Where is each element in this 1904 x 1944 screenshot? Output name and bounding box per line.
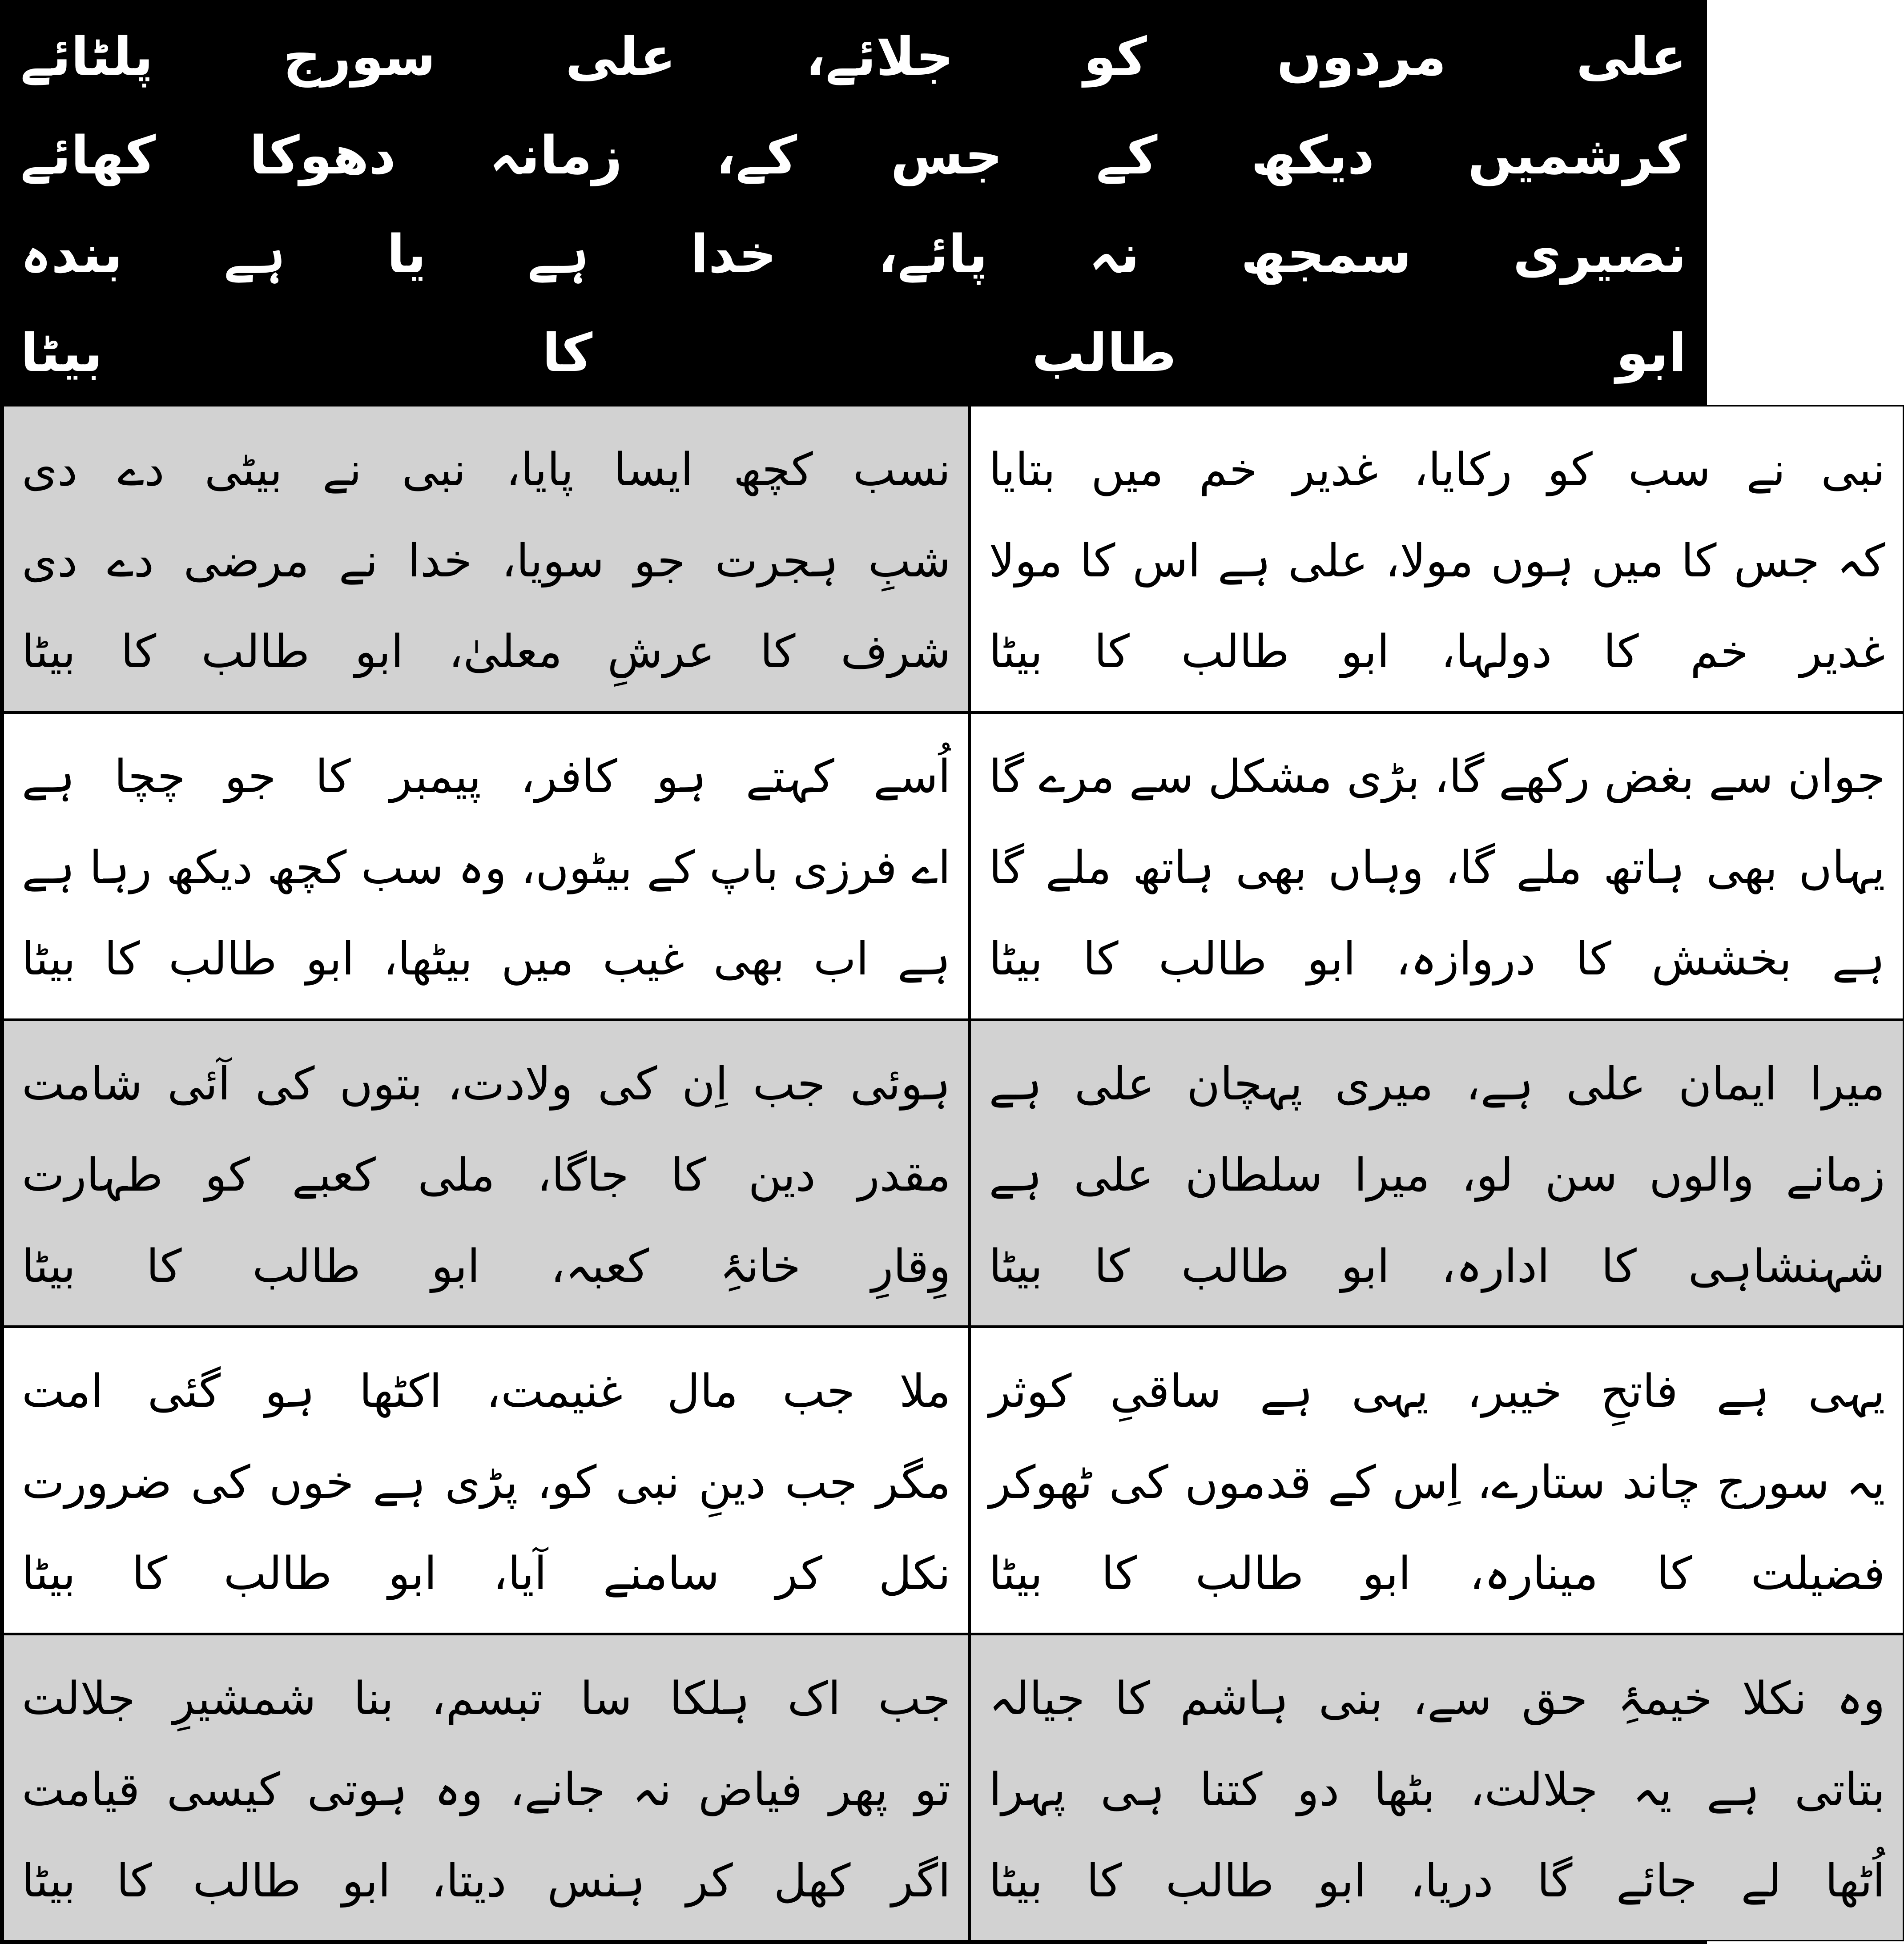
header-line xyxy=(20,303,1687,402)
header-word: نصیری xyxy=(1513,223,1687,285)
header-word: کرشمیں xyxy=(1468,125,1687,186)
stanza-cell xyxy=(970,1634,1904,1941)
header-word: بیٹا xyxy=(20,322,103,383)
stanza-cell xyxy=(3,1327,970,1634)
header-line xyxy=(20,205,1687,303)
verse-line: غدیر خم کا دولہا، ابو طالب کا بیٹا xyxy=(989,625,1885,679)
header-word: خدا xyxy=(690,223,777,285)
header-word: پلٹائے xyxy=(20,26,153,87)
verse-line: اگر کھل کر ہنس دیتا، ابو طالب کا بیٹا xyxy=(22,1854,951,1908)
verse-line: نبی نے سب کو رکایا، غدیر خم میں بتایا xyxy=(989,443,1885,496)
stanza-cell xyxy=(3,1634,970,1941)
verse-line: یہی ہے فاتحِ خیبر، یہی ہے ساقیِ کوثر xyxy=(989,1365,1885,1418)
header-word: کو xyxy=(1083,26,1147,87)
header-word: دھوکا xyxy=(249,125,396,186)
stanza-grid xyxy=(3,405,1885,1941)
header-word: کا xyxy=(542,322,593,383)
verse-line: اے فرزی باپ کے بیٹوں، وہ سب کچھ دیکھ رہا ہے xyxy=(22,841,951,895)
verse-line: ہے بخشش کا دروازہ، ابو طالب کا بیٹا xyxy=(989,933,1885,986)
header-word: علی xyxy=(565,26,676,87)
stanza-cell xyxy=(970,712,1904,1020)
verse-line: یہ سورج چاند ستارے، اِس کے قدموں کی ٹھوکر xyxy=(989,1456,1885,1509)
verse-line: نکل کر سامنے آیا، ابو طالب کا بیٹا xyxy=(22,1547,951,1600)
verse-line: فضیلت کا مینارہ، ابو طالب کا بیٹا xyxy=(989,1547,1885,1600)
verse-line: شہنشاہی کا ادارہ، ابو طالب کا بیٹا xyxy=(989,1240,1885,1293)
verse-line: ملا جب مال غنیمت، اکٹھا ہو گئی امت xyxy=(22,1365,951,1418)
header-word: مردوں xyxy=(1276,26,1446,87)
verse-line: اُسے کہتے ہو کافر، پیمبر کا جو چچا ہے xyxy=(22,750,951,804)
stanza-cell xyxy=(3,1020,970,1327)
header-word: طالب xyxy=(1032,322,1177,383)
verse-line: شرف کا عرشِ معلیٰ، ابو طالب کا بیٹا xyxy=(22,625,951,679)
verse-line: مگر جب دینِ نبی کو، پڑی ہے خوں کی ضرورت xyxy=(22,1456,951,1509)
header-word: ہے xyxy=(527,223,589,285)
verse-line: اُٹھا لے جائے گا دریا، ابو طالب کا بیٹا xyxy=(989,1854,1885,1908)
verse-line: میرا ایمان علی ہے، میری پہچان علی ہے xyxy=(989,1058,1885,1111)
stanza-cell xyxy=(3,405,970,712)
verse-line: کہ جس کا میں ہوں مولا، علی ہے اس کا مولا xyxy=(989,534,1885,588)
verse-line: زمانے والوں سن لو، میرا سلطان علی ہے xyxy=(989,1149,1885,1202)
header-word: زمانہ xyxy=(489,125,623,186)
header-word: پائے، xyxy=(878,223,988,285)
header-word: دیکھ xyxy=(1251,125,1375,186)
header-word: ابو xyxy=(1616,322,1687,383)
header-word: سورج xyxy=(283,26,436,87)
verse-line: بتاتی ہے یہ جلالت، بٹھا دو کتنا ہی پہرا xyxy=(989,1763,1885,1816)
header-word: ہے xyxy=(224,223,286,285)
verse-line: وِقارِ خانۂِ کعبہ، ابو طالب کا بیٹا xyxy=(22,1240,951,1293)
stanza-cell xyxy=(970,405,1904,712)
stanza-cell xyxy=(970,1020,1904,1327)
verse-line: ہوئی جب اِن کی ولادت، بتوں کی آئی شامت xyxy=(22,1058,951,1111)
verse-line: ہے اب بھی غیب میں بیٹھا، ابو طالب کا بیٹا xyxy=(22,933,951,986)
header-word: سمجھ xyxy=(1240,223,1412,285)
header-word: نہ xyxy=(1089,223,1139,285)
verse-line: جب اک ہلکا سا تبسم، بنا شمشیرِ جلالت xyxy=(22,1672,951,1725)
header-line xyxy=(20,7,1687,106)
header-word: یا xyxy=(386,223,427,285)
header-word: کھائے xyxy=(20,125,156,186)
verse-line: مقدر دین کا جاگا، ملی کعبے کو طہارت xyxy=(22,1149,951,1202)
header-word: علی xyxy=(1576,26,1687,87)
header-word: جس xyxy=(890,125,1003,186)
verse-line: شبِ ہجرت جو سویا، خدا نے مرضی دے دی xyxy=(22,534,951,588)
verse-line: یہاں بھی ہاتھ ملے گا، وہاں بھی ہاتھ ملے گا xyxy=(989,841,1885,895)
verse-line: نسب کچھ ایسا پایا، نبی نے بیٹی دے دی xyxy=(22,443,951,496)
verse-line: وہ نکلا خیمۂِ حق سے، بنی ہاشم کا جیالہ xyxy=(989,1672,1885,1725)
stanza-cell xyxy=(970,1327,1904,1634)
header-word: کے، xyxy=(716,125,797,186)
header-word: بندہ xyxy=(20,223,123,285)
verse-line: تو پھر فیاض نہ جانے، وہ ہوتی کیسی قیامت xyxy=(22,1763,951,1816)
header-line xyxy=(20,106,1687,205)
verse-line: جوان سے بغض رکھے گا، بڑی مشکل سے مرے گا xyxy=(989,750,1885,804)
header-word: کے xyxy=(1096,125,1158,186)
stanza-cell xyxy=(3,712,970,1020)
header-word: جلائے، xyxy=(805,26,954,87)
header-verse-block xyxy=(3,3,1704,405)
